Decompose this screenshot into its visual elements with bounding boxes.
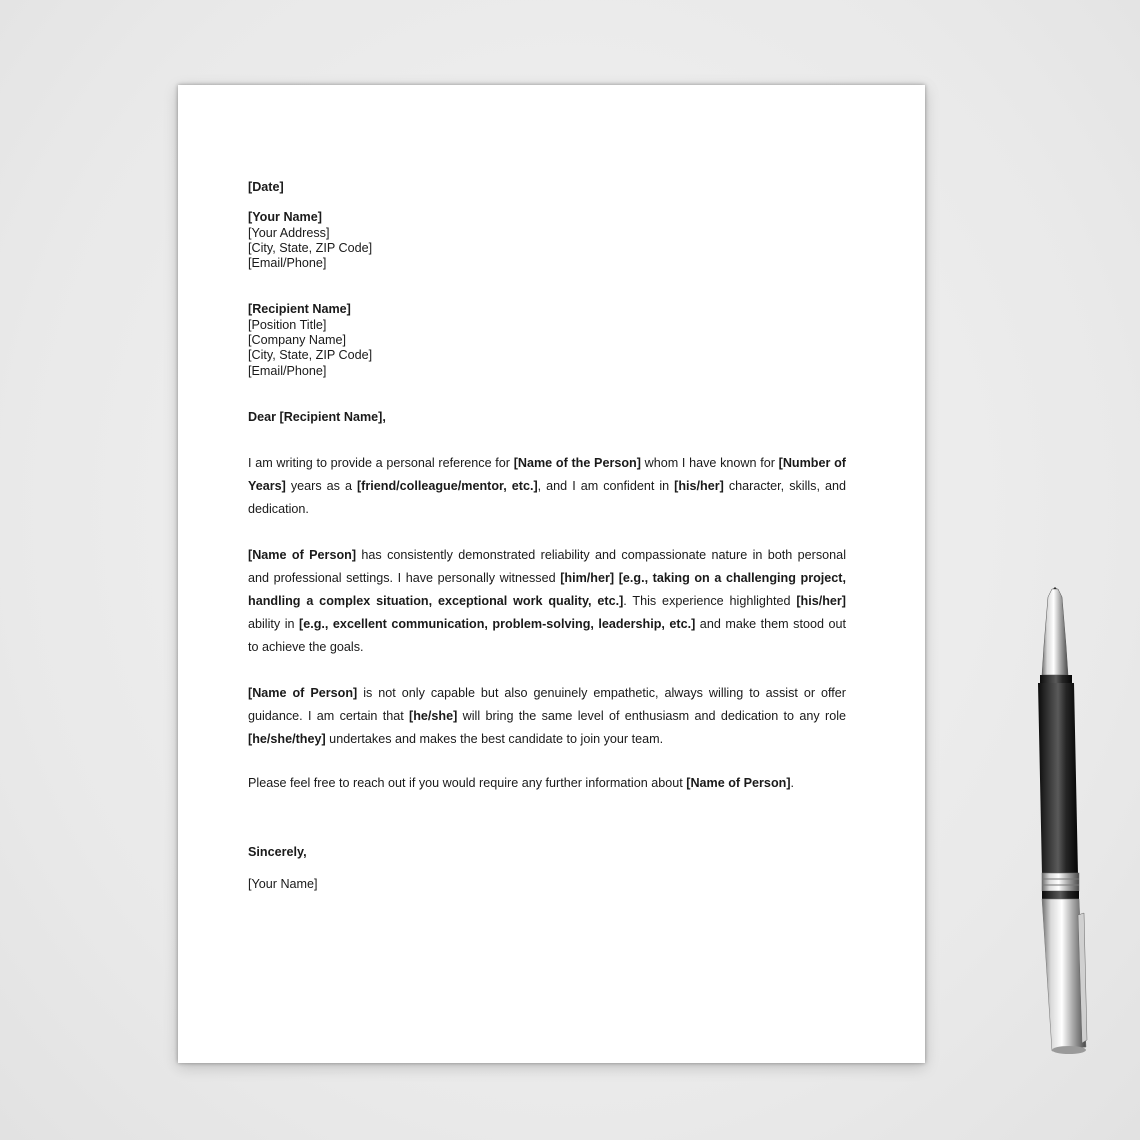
date-line: [Date] (248, 180, 284, 194)
recipient-position: [Position Title] (248, 317, 327, 332)
recipient-name: [Recipient Name] (248, 302, 351, 317)
p2-bold-2: [him/her] [e.g., taking on a challenging project, handling a complex situation, exceptional work quality, etc.] (248, 571, 846, 609)
p3-bold-3: [he/she/they] (248, 732, 326, 747)
letter-page (178, 85, 925, 1063)
p3-bold-2: [he/she] (409, 709, 458, 724)
p2-text-4: and make them stood out to achieve the goals. (248, 617, 846, 655)
pen-illustration (1020, 585, 1110, 1060)
sender-address: [Your Address] (248, 225, 330, 240)
pen-tip-cone (1042, 589, 1068, 675)
p1-bold-2: [Number of Years] (248, 456, 846, 494)
p4-bold-1: [Name of Person] (686, 776, 791, 791)
p2-bold-1: [Name of Person] (248, 548, 357, 563)
recipient-block (248, 302, 846, 378)
paragraph-3 (248, 682, 846, 751)
greeting: Dear [Recipient Name], (248, 409, 386, 424)
p1-text-4: , and I am confident in (537, 479, 675, 494)
signature: [Your Name] (248, 876, 318, 891)
recipient-contact: [Email/Phone] (248, 363, 327, 378)
paragraph-4 (248, 772, 846, 795)
p2-text-3: ability in (248, 617, 300, 632)
p2-text-2: . This experience highlighted (623, 594, 797, 609)
p4-text-1: Please feel free to reach out if you would require any further information about (248, 776, 687, 791)
p3-text-3: undertakes and makes the best candidate to join your team. (325, 732, 664, 747)
paragraph-2 (248, 544, 846, 659)
recipient-city: [City, State, ZIP Code] (248, 348, 373, 363)
sender-block (248, 210, 846, 271)
reference-letter (248, 180, 846, 892)
p2-text-1: has consistently demonstrated reliability and compassionate nature in both personal and professional settings. I have personally witnessed (248, 548, 846, 586)
p3-text-1: is not only capable but also genuinely empathetic, always willing to assist or offer guidance. I am certain that (248, 686, 846, 724)
closing: Sincerely, (248, 845, 307, 860)
p2-bold-3: [his/her] (796, 594, 846, 609)
p4-text-2: . (790, 776, 795, 791)
p1-bold-1: [Name of the Person] (513, 456, 641, 471)
sender-city: [City, State, ZIP Code] (248, 240, 373, 255)
pen-ring (1042, 873, 1079, 891)
p3-bold-1: [Name of Person] (248, 686, 358, 701)
paragraph-1 (248, 452, 846, 521)
p1-bold-3: [friend/colleague/mentor, etc.] (356, 479, 538, 494)
sender-contact: [Email/Phone] (248, 256, 327, 271)
p1-bold-4: [his/her] (674, 479, 724, 494)
p2-bold-4: [e.g., excellent communication, problem-solving, leadership, etc.] (299, 617, 696, 632)
sender-name: [Your Name] (248, 210, 322, 225)
recipient-company: [Company Name] (248, 333, 346, 348)
pen-body-black (1038, 683, 1078, 875)
p3-text-2: will bring the same level of enthusiasm and dedication to any role (457, 709, 847, 724)
p1-text-2: whom I have known for (640, 456, 779, 471)
p1-text-1: I am writing to provide a personal reference for (248, 456, 514, 471)
p1-text-3: years as a (285, 479, 357, 494)
p1-text-5: character, skills, and dedication. (248, 479, 846, 517)
